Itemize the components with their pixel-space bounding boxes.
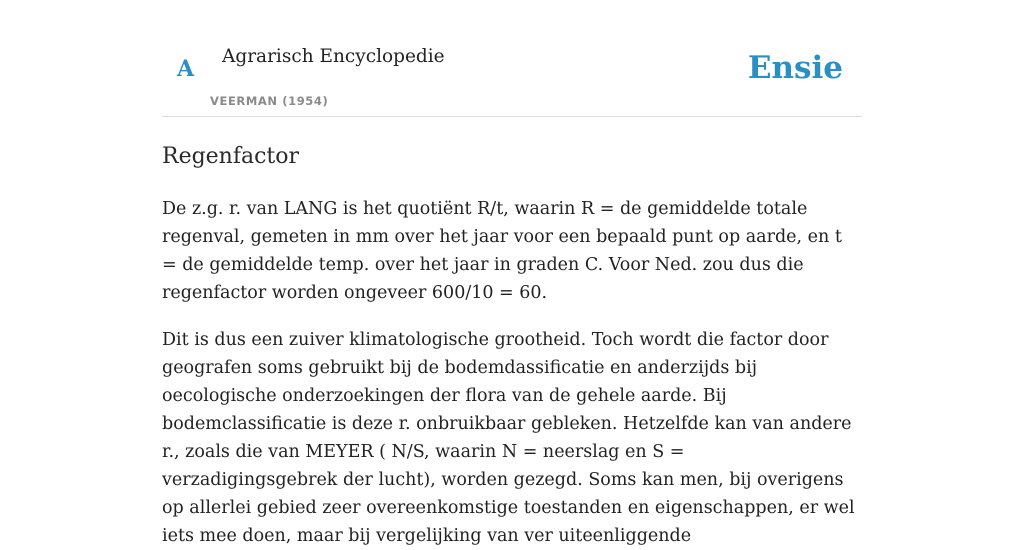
entry-paragraph-2: Dit is dus een zuiver klimatologische grootheid. Toch wordt die factor door geografen soms gebruikt bij de bodemdassificatie en anderzijds bij oecologische onderzoekingen der flora van de gehele aarde. Bij bodemclassificatie is deze r. onbruikbaar gebleken. Hetzelfde kan van andere r., zoals die van MEYER ( N/S, waarin N = neerslag en S = verzadigingsgebrek der lucht), worden gezegd. Soms kan men, bij overigens op allerlei gebied zeer overeenkomstige toestanden en eigenschappen, er wel iets mee doen, maar bij vergelijking van ver uiteenliggende bbox=[162, 330, 855, 546]
book-author: VEERMAN (1954) bbox=[210, 94, 329, 108]
book-title-link[interactable]: Agrarisch Encyclopedie bbox=[222, 46, 445, 67]
ensie-logo-link[interactable]: Ensie bbox=[747, 50, 843, 86]
page-content bbox=[162, 0, 862, 550]
entry-paragraph-1: De z.g. r. van LANG is het quotiënt R/t, waarin R = de gemiddelde totale regenval, gemeten in mm over het jaar voor een bepaald punt op aarde, en t = de gemiddelde temp. over het jaar in graden C. Voor Ned. zou dus die regenfactor worden ongeveer 600/10 = 60. bbox=[162, 199, 842, 303]
entry-title: Regenfactor bbox=[162, 144, 300, 169]
letter-index-link[interactable]: A bbox=[177, 56, 195, 82]
page-header bbox=[162, 0, 862, 117]
